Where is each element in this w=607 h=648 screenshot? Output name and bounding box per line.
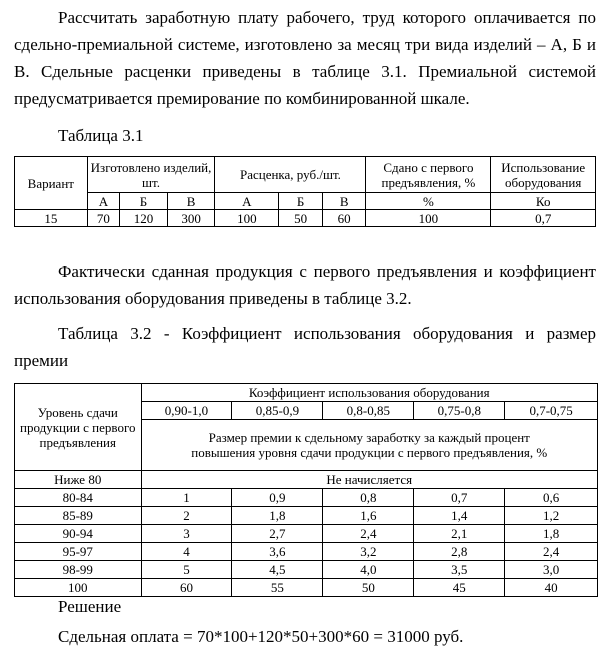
table2-range: 0,7-0,75 [505, 402, 598, 420]
table2-level: 100 [15, 579, 142, 597]
table2-header-level: Уровень сдачи продукции с первого предъявления [15, 384, 142, 471]
table1-sub-a1: А [87, 193, 120, 210]
table1-sub-a2: А [215, 193, 279, 210]
table2-range: 0,90-1,0 [141, 402, 232, 420]
table2-cell: 0,8 [323, 489, 414, 507]
table2-cell: 50 [323, 579, 414, 597]
table2-cell: 55 [232, 579, 323, 597]
table2-cell: 2,7 [232, 525, 323, 543]
table1-cell: 100 [366, 210, 491, 227]
table1-cell: 100 [215, 210, 279, 227]
table2-cell: 60 [141, 579, 232, 597]
table2-level: 80-84 [15, 489, 142, 507]
table-3-2 [14, 383, 598, 597]
table2-cell: 4,5 [232, 561, 323, 579]
table1-sub-v2: В [322, 193, 366, 210]
formula-line: Сдельная оплата = 70*100+120*50+300*60 = 31000 руб. [58, 627, 464, 646]
table2-cell: 3 [141, 525, 232, 543]
table1-cell: 15 [15, 210, 88, 227]
table1-cell: 70 [87, 210, 120, 227]
table1-header-first: Сдано с первого предъявления, % [366, 157, 491, 193]
table2-level: 85-89 [15, 507, 142, 525]
solution-title: Решение [58, 597, 122, 616]
table2-header-coef: Коэффициент использования оборудования [141, 384, 598, 402]
table2-range: 0,8-0,85 [323, 402, 414, 420]
intro-paragraph: Рассчитать заработную плату рабочего, труд которого оплачивается по сдельно-премиальной системе, изготовлено за месяц три вида изделий – А, Б и В. Сдельные расценки приведены в таблице 3.1. Премиальной системой предусматривается премирование по комбинированной шкале. [14, 8, 596, 108]
table2-level: 90-94 [15, 525, 142, 543]
table2-not-charged: Не начисляется [141, 471, 598, 489]
table2-cell: 0,6 [505, 489, 598, 507]
table1-cell: 50 [279, 210, 323, 227]
table2-level: 95-97 [15, 543, 142, 561]
table2-cell: 2,8 [414, 543, 505, 561]
table1-sub-percent: % [366, 193, 491, 210]
table1-cell: 120 [120, 210, 168, 227]
table2-cell: 3,5 [414, 561, 505, 579]
table2-cell: 1,6 [323, 507, 414, 525]
table2-cell: 1,2 [505, 507, 598, 525]
table2-cell: 5 [141, 561, 232, 579]
table2-level: 98-99 [15, 561, 142, 579]
table1-header-price: Расценка, руб./шт. [215, 157, 366, 193]
table1-sub-b2: Б [279, 193, 323, 210]
table2-cell: 40 [505, 579, 598, 597]
table2-cell: 2,4 [505, 543, 598, 561]
table1-header-equip: Использование оборудования [491, 157, 596, 193]
table2-range: 0,85-0,9 [232, 402, 323, 420]
table2-cell: 1 [141, 489, 232, 507]
table2-bonus-header: Размер премии к сдельному заработку за каждый процент повышения уровня сдачи продукции с первого предъявления, % [141, 420, 598, 471]
table2-cell: 1,8 [505, 525, 598, 543]
table2-cell: 4,0 [323, 561, 414, 579]
table2-caption: Таблица 3.2 - Коэффициент использования оборудования и размер премии [14, 324, 596, 370]
table2-cell: 2,4 [323, 525, 414, 543]
table1-header-variant: Вариант [15, 157, 88, 210]
table1-sub-ko: Ко [491, 193, 596, 210]
table2-cell: 4 [141, 543, 232, 561]
table2-cell: 0,9 [232, 489, 323, 507]
table2-cell: 2,1 [414, 525, 505, 543]
table1-sub-v1: В [167, 193, 215, 210]
table2-cell: 45 [414, 579, 505, 597]
table1-cell: 300 [167, 210, 215, 227]
table-3-1 [14, 156, 596, 227]
table1-cell: 0,7 [491, 210, 596, 227]
table2-cell: 3,2 [323, 543, 414, 561]
table1-cell: 60 [322, 210, 366, 227]
table1-sub-b1: Б [120, 193, 168, 210]
table2-cell: 2 [141, 507, 232, 525]
table2-cell: 1,8 [232, 507, 323, 525]
table2-cell: 1,4 [414, 507, 505, 525]
para2: Фактически сданная продукция с первого предъявления и коэффициент использования оборудования приведены в таблице 3.2. [14, 262, 596, 308]
table2-cell: 0,7 [414, 489, 505, 507]
table2-cell: 3,6 [232, 543, 323, 561]
table2-range: 0,75-0,8 [414, 402, 505, 420]
table2-cell: 3,0 [505, 561, 598, 579]
table1-caption: Таблица 3.1 [58, 126, 144, 145]
table2-level: Ниже 80 [15, 471, 142, 489]
table1-header-made: Изготовлено изделий, шт. [87, 157, 215, 193]
